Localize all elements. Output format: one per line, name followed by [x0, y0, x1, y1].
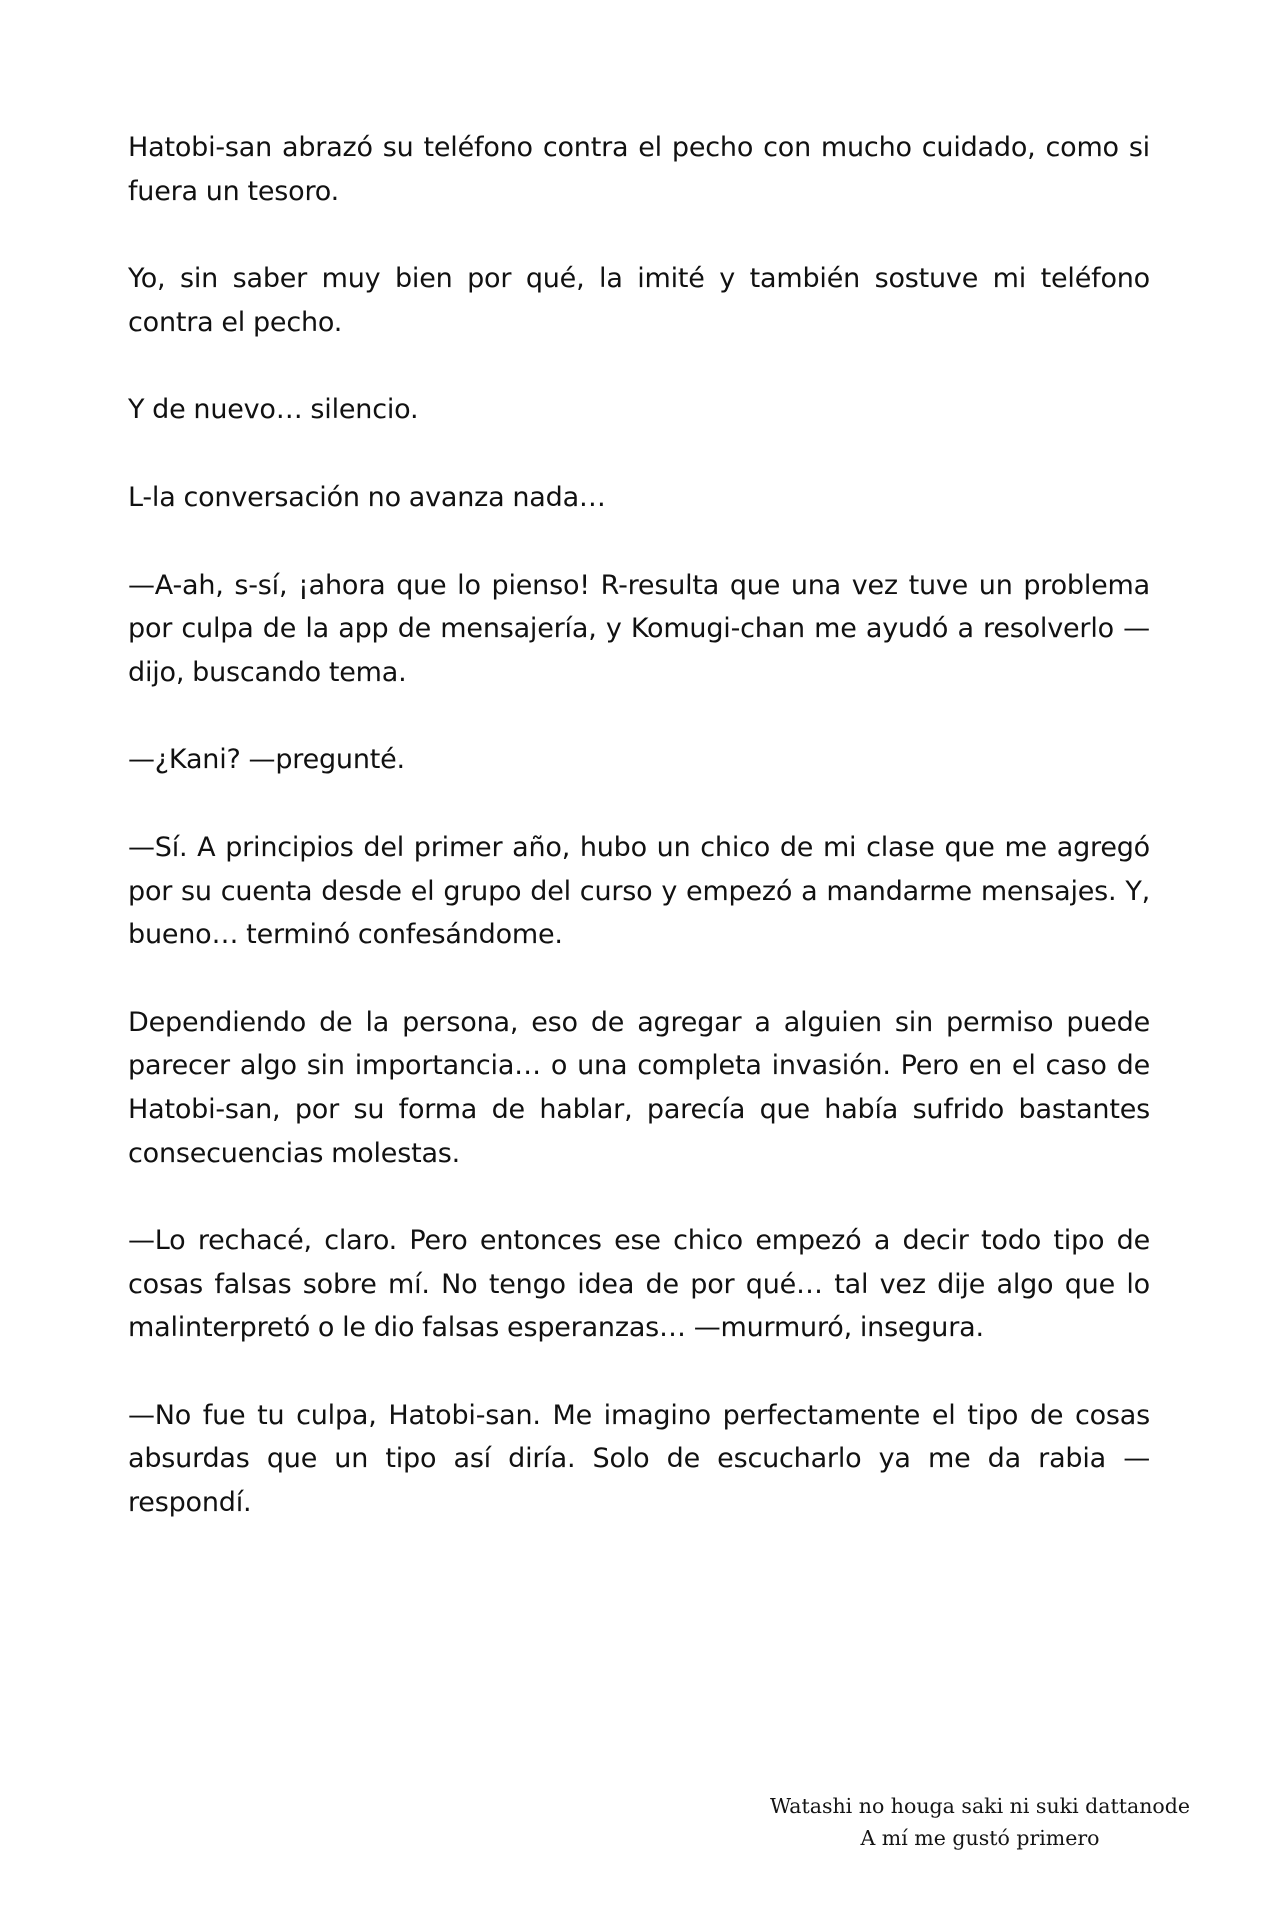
paragraph: —A-ah, s-sí, ¡ahora que lo pienso! R-resulta que una vez tuve un problema por culpa de la app de mensajería, y Komugi-chan me ayudó a resolverlo —dijo, buscando tema. — [128, 569, 1150, 688]
footer-spanish-title: A mí me gustó primero — [860, 1826, 1100, 1850]
document-body — [128, 126, 1150, 1569]
paragraph: —Lo rechacé, claro. Pero entonces ese chico empezó a decir todo tipo de cosas falsas sobre mí. No tengo idea de por qué… tal vez dije algo que lo malinterpretó o le dio falsas esperanzas… —murmuró, insegura. — [128, 1225, 1150, 1344]
paragraph: Y de nuevo… silencio. — [128, 394, 419, 426]
paragraph: Dependiendo de la persona, eso de agregar a alguien sin permiso puede parecer algo sin importancia… o una completa invasión. Pero en el caso de Hatobi-san, por su forma de hablar, parecía que había sufrido bastantes consecuencias molestas. — [128, 1006, 1150, 1169]
paragraph: Hatobi-san abrazó su teléfono contra el pecho con mucho cuidado, como si fuera un tesoro. — [128, 132, 1150, 207]
paragraph: Yo, sin saber muy bien por qué, la imité y también sostuve mi teléfono contra el pecho. — [128, 263, 1150, 338]
paragraph: L-la conversación no avanza nada… — [128, 481, 606, 513]
paragraph: —No fue tu culpa, Hatobi-san. Me imagino perfectamente el tipo de cosas absurdas que un tipo así diría. Solo de escucharlo ya me da rabia —respondí. — [128, 1399, 1150, 1519]
page-footer — [740, 1790, 1220, 1854]
paragraph: —Sí. A principios del primer año, hubo un chico de mi clase que me agregó por su cuenta desde el grupo del curso y empezó a mandarme mensajes. Y, bueno… terminó confesándome. — [128, 831, 1150, 951]
paragraph: —¿Kani? —pregunté. — [128, 744, 405, 776]
footer-series-title: Watashi no houga saki ni suki dattanode — [769, 1794, 1190, 1818]
